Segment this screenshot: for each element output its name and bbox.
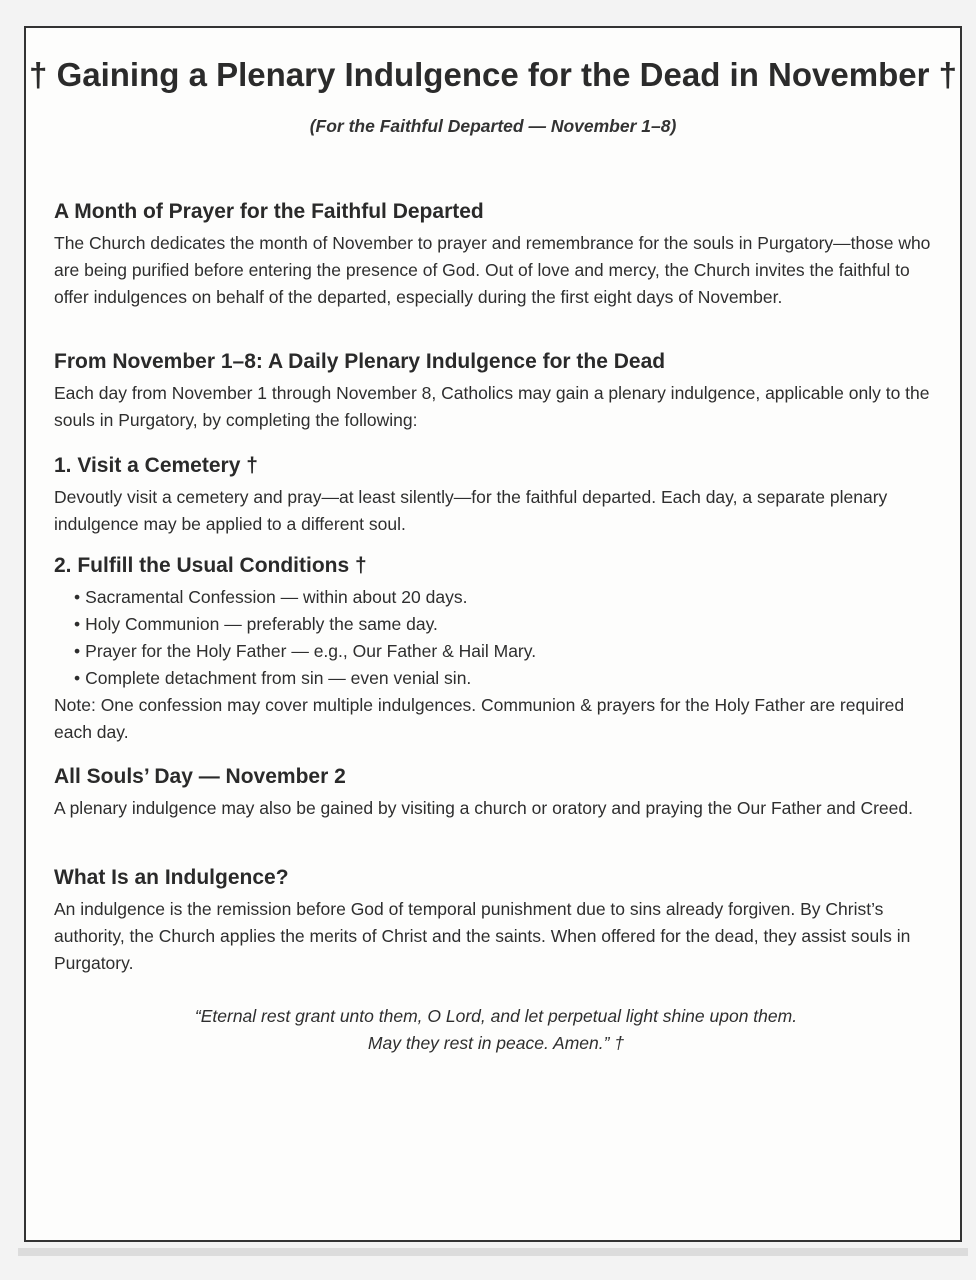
page-title: † Gaining a Plenary Indulgence for the Dead in November †	[29, 56, 957, 93]
section-heading: All Souls’ Day — November 2	[54, 765, 346, 788]
section-daily-indulgence	[54, 348, 938, 434]
closing-prayer	[54, 1003, 938, 1057]
section-note: Note: One confession may cover multiple indulgences. Communion & prayers for the Holy Father are required each day.	[54, 695, 905, 742]
list-item-text: Prayer for the Holy Father — e.g., Our Father & Hail Mary.	[85, 641, 537, 661]
section-body: The Church dedicates the month of November to prayer and remembrance for the souls in Purgatory—those who are being purified before entering the presence of God. Out of love and mercy, the Church invites the faithful to offer indulgences on behalf of the departed, especially during the first eight days of November.	[54, 233, 931, 307]
list-item-text: Complete detachment from sin — even venial sin.	[85, 668, 472, 688]
section-heading: A Month of Prayer for the Faithful Departed	[54, 200, 484, 223]
document-page	[24, 26, 962, 1242]
section-month-of-prayer	[54, 198, 938, 311]
list-item	[74, 584, 938, 611]
bullet-icon: •	[74, 641, 81, 661]
list-item-text: Sacramental Confession — within about 20 days.	[85, 587, 468, 607]
section-body: A plenary indulgence may also be gained by visiting a church or oratory and praying the Our Father and Creed.	[54, 798, 913, 818]
bullet-icon: •	[74, 614, 81, 634]
section-body: Devoutly visit a cemetery and pray—at least silently—for the faithful departed. Each day, a separate plenary indulgence may be applied to a different soul.	[54, 487, 888, 534]
page-bottom-edge	[18, 1248, 968, 1256]
section-usual-conditions	[54, 552, 938, 746]
section-body: Each day from November 1 through November 8, Catholics may gain a plenary indulgence, applicable only to the souls in Purgatory, by completing the following:	[54, 383, 930, 430]
bullet-icon: •	[74, 587, 81, 607]
quote-line-1: “Eternal rest grant unto them, O Lord, and let perpetual light shine upon them.	[194, 1006, 798, 1026]
list-item	[74, 638, 938, 665]
list-item	[74, 665, 938, 692]
page-subtitle: (For the Faithful Departed — November 1–8)	[309, 116, 677, 136]
conditions-list	[54, 584, 938, 692]
section-what-is-indulgence	[54, 864, 938, 977]
bullet-icon: •	[74, 668, 81, 688]
section-heading: 2. Fulfill the Usual Conditions †	[54, 554, 367, 577]
section-body: An indulgence is the remission before God of temporal punishment due to sins already forgiven. By Christ’s authority, the Church applies the merits of Christ and the saints. When offered for the dead, they assist souls in Purgatory.	[54, 899, 911, 973]
list-item-text: Holy Communion — preferably the same day.	[85, 614, 438, 634]
list-item	[74, 611, 938, 638]
section-visit-cemetery	[54, 452, 938, 538]
section-all-souls-day	[54, 763, 938, 822]
section-heading: 1. Visit a Cemetery †	[54, 454, 258, 477]
section-heading: From November 1–8: A Daily Plenary Indulgence for the Dead	[54, 350, 666, 373]
quote-line-2: May they rest in peace. Amen.” †	[367, 1033, 625, 1053]
section-heading: What Is an Indulgence?	[54, 866, 289, 889]
